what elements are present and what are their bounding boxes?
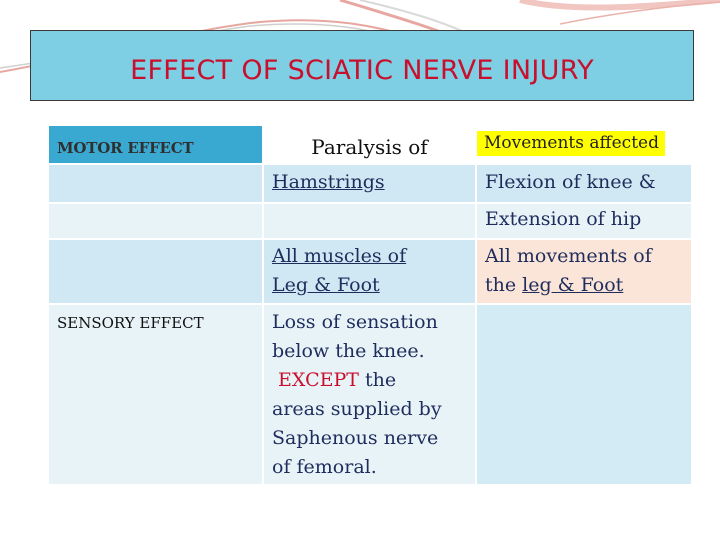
page-title: EFFECT OF SCIATIC NERVE INJURY: [130, 55, 594, 86]
movements-header-cell: [477, 126, 691, 163]
sensory-effect-label: SENSORY EFFECT: [57, 314, 204, 332]
paralysis-header-cell: [264, 126, 475, 163]
sensory-line5: Saphenous nerve: [272, 427, 439, 449]
movements-header: Movements affected: [477, 131, 665, 156]
table-cell: [49, 204, 262, 238]
muscle-hamstrings: Hamstrings: [272, 171, 385, 193]
movement-flexion: Flexion of knee &: [485, 171, 656, 193]
motor-effect-label: MOTOR EFFECT: [57, 139, 194, 157]
movements-line2-pre: the: [485, 274, 523, 296]
title-bar: [30, 30, 694, 101]
table-header-row: [49, 126, 691, 163]
sensory-except: EXCEPT: [278, 369, 359, 391]
table-row: [49, 204, 691, 238]
nerve-injury-table: [47, 124, 693, 486]
table-cell: [264, 204, 475, 238]
table-cell: [49, 240, 262, 303]
paralysis-header: Paralysis of: [311, 135, 428, 159]
table-row-sensory: [49, 305, 691, 484]
sensory-effect-cell: [49, 305, 262, 484]
table-cell: [477, 240, 691, 303]
movement-extension: Extension of hip: [485, 208, 642, 230]
movements-line1: All movements of: [485, 245, 652, 267]
table-cell: [477, 204, 691, 238]
table-cell: [264, 165, 475, 202]
sensory-except-rest: the: [358, 369, 397, 391]
table-row: [49, 240, 691, 303]
table-cell: [477, 165, 691, 202]
table-cell: [264, 240, 475, 303]
sensory-line2: below the knee.: [272, 340, 425, 362]
table-row: [49, 165, 691, 202]
sensory-line6: of femoral.: [272, 456, 377, 478]
sensory-line4: areas supplied by: [272, 398, 442, 420]
sensory-line1: Loss of sensation: [272, 311, 438, 333]
movements-line2-underlined: leg & Foot: [522, 274, 624, 296]
muscles-line1: All muscles of: [272, 245, 407, 267]
motor-effect-cell: [49, 126, 262, 163]
table-cell: [477, 305, 691, 484]
table-cell: [49, 165, 262, 202]
muscles-line2: Leg & Foot: [272, 274, 380, 296]
table-cell: [264, 305, 475, 484]
movements-header-wrap: [477, 126, 691, 158]
